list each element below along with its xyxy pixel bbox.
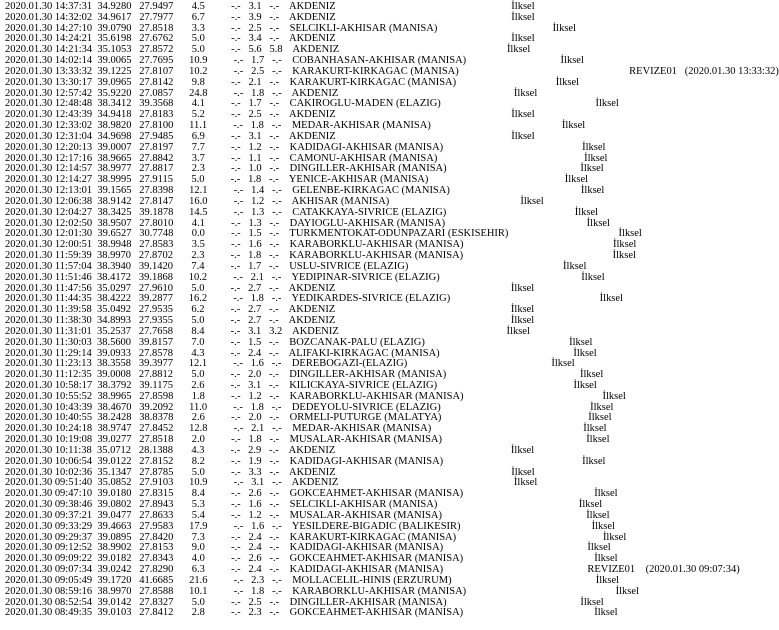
event-row-text: 2020.01.30 11:51:46 38.4172 39.1868 10.2 -.- 2.1 -.- YEDIPINAR-SIVRICE (ELAZIG) İlksel [5,271,605,283]
event-row-text: 2020.01.30 09:47:10 39.0180 27.8315 8.4 -.- 2.6 -.- GOKCEAHMET-AKHISAR (MANISA) İlksel [5,488,618,500]
event-row-text: 2020.01.30 12:31:04 34.9698 27.9485 6.9 -.- 3.1 -.- AKDENIZ İlksel [5,130,535,142]
event-row-text: 2020.01.30 12:02:50 38.9507 27.8010 4.1 -.- 1.3 -.- DAYIOGLU-AKHISAR (MANISA) İlksel [5,217,610,229]
event-row-text: 2020.01.30 12:14:57 38.9977 27.8817 2.3 -.- 1.0 -.- DINGILLER-AKHISAR (MANISA) İlksel [5,163,604,175]
event-row-text: 2020.01.30 11:38:30 34.8993 27.9355 5.0 -.- 2.7 -.- AKDENIZ İlksel [5,315,535,327]
event-row-text: 2020.01.30 10:43:39 38.4670 39.2092 11.0 -.- 1.8 -.- DEDEYOLU-SIVRICE (ELAZIG) İlksel [5,401,614,413]
event-row-text: 2020.01.30 09:38:46 39.0802 27.8943 5.3 -.- 1.6 -.- SELCIKLI-AKHISAR (MANISA) İlksel [5,499,603,511]
event-row-text: 2020.01.30 11:39:58 35.0492 27.9535 6.2 -.- 2.7 -.- AKDENIZ İlksel [5,304,535,316]
event-row-text: 2020.01.30 12:01:30 39.6527 30.7748 0.0 -.- 1.5 -.- TURKMENTOKAT-ODUNPAZARI (ESKISEHIR) İlksel [5,228,642,240]
event-row-text: 2020.01.30 11:59:39 38.9970 27.8702 2.3 -.- 1.8 -.- KARABORKLU-AKHISAR (MANISA) İlksel [5,250,636,262]
event-row-text: 2020.01.30 09:37:21 39.0477 27.8633 5.4 -.- 1.2 -.- MUSALAR-AKHISAR (MANISA) İlksel [5,509,610,521]
event-row-text: 2020.01.30 13:30:17 39.0965 27.8142 9.8 -.- 2.1 -.- KARAKURT-KIRKAGAC (MANISA) İlksel [5,76,580,88]
event-row-text: 2020.01.30 12:20:13 39.0007 27.8197 7.7 -.- 1.2 -.- KADIDAGI-AKHISAR (MANISA) İlksel [5,141,606,153]
event-row-text: 2020.01.30 14:37:31 34.9280 27.9497 4.5 -.- 3.1 -.- AKDENIZ İlksel [5,1,535,12]
event-row-text: 2020.01.30 10:55:52 38.9965 27.8598 1.8 -.- 1.2 -.- KARABORKLU-AKHISAR (MANISA) İlksel [5,390,626,402]
event-row-text: 2020.01.30 11:47:56 35.0297 27.9610 5.0 -.- 2.7 -.- AKDENIZ İlksel [5,282,535,294]
event-row-text: 2020.01.30 12:04:27 38.3425 39.1878 14.5 -.- 1.3 -.- CATAKKAYA-SIVRICE (ELAZIG) İlksel [5,206,599,218]
event-row-text: 2020.01.30 10:02:36 35.1347 27.8785 5.0 -.- 3.3 -.- AKDENIZ İlksel [5,466,535,478]
event-row-text: 2020.01.30 11:12:35 39.0008 27.8812 5.0 -.- 2.0 -.- DINGILLER-AKHISAR (MANISA) İlksel [5,369,604,381]
event-row-text: 2020.01.30 12:06:38 38.9142 27.8147 16.0 -.- 1.2 -.- AKHISAR (MANISA) İlksel [5,195,544,207]
event-row-text: 2020.01.30 12:33:02 38.9820 27.8100 11.1 -.- 1.8 -.- MEDAR-AKHISAR (MANISA) İlksel [5,120,586,132]
event-row-text: 2020.01.30 09:33:29 39.4663 27.9583 17.9 -.- 1.6 -.- YESILDERE-BIGADIC (BALIKESIR) İlksel [5,520,615,532]
event-row-text: 2020.01.30 11:31:01 35.2537 27.7658 8.4 -.- 3.1 3.2 AKDENIZ İlksel [5,325,530,337]
event-row-text: 2020.01.30 08:49:35 39.0103 27.8412 2.8 -.- 2.3 -.- GOKCEAHMET-AKHISAR (MANISA) İlksel [5,607,618,619]
event-row-text: 2020.01.30 11:23:13 38.3558 39.3977 12.1 -.- 1.6 -.- DEREBOGAZI-(ELAZIG) İlksel [5,358,575,370]
event-row-text: 2020.01.30 10:40:55 38.2428 38.8378 2.6 -.- 2.0 -.- ORMELI-PUTURGE (MALATYA) İlksel [5,412,612,424]
event-row-text: 2020.01.30 09:05:49 39.1720 41.6685 21.6 -.- 2.3 -.- MOLLACELIL-HINIS (ERZURUM) İlksel [5,574,620,586]
event-row-text: 2020.01.30 09:51:40 35.0852 27.9103 10.9 -.- 3.1 -.- AKDENIZ İlksel [5,477,538,489]
event-row-text: 2020.01.30 14:21:34 35.1053 27.8572 5.0 -.- 5.6 5.8 AKDENIZ İlksel [5,44,531,56]
event-row-text: 2020.01.30 11:29:14 39.0933 27.8578 4.3 -.- 2.4 -.- ALIFAKI-KIRKAGAC (MANISA) İlksel [5,347,597,359]
event-row-text: 2020.01.30 14:32:02 34.9617 27.7977 6.7 -.- 3.9 -.- AKDENIZ İlksel [5,11,535,23]
event-row-text: 2020.01.30 12:13:01 39.1565 27.8398 12.1 -.- 1.4 -.- GELENBE-KIRKAGAC (MANISA) İlksel [5,185,605,197]
earthquake-listing [5,2,779,619]
event-row [5,608,779,619]
event-row-text: 2020.01.30 12:48:48 38.3412 39.3568 4.1 -.- 1.7 -.- CAKIROGLU-MADEN (ELAZIG) İlksel [5,98,619,110]
event-row-text: 2020.01.30 12:14:27 38.9995 27.9115 5.0 -.- 1.8 -.- YENICE-AKHISAR (MANISA) İlksel [5,174,589,186]
event-row-text: 2020.01.30 09:09:22 39.0182 27.8343 4.0 -.- 2.6 -.- GOKCEAHMET-AKHISAR (MANISA) İlksel [5,553,618,565]
event-row-text: 2020.01.30 11:57:04 38.3940 39.1420 7.4 -.- 1.7 -.- USLU-SIVRICE (ELAZIG) İlksel [5,260,587,272]
event-row-text: 2020.01.30 10:24:18 38.9747 27.8452 12.8 -.- 2.1 -.- MEDAR-AKHISAR (MANISA) İlksel [5,423,607,435]
event-row-text: 2020.01.30 14:02:14 39.0065 27.7695 10.9 -.- 1.7 -.- COBANHASAN-AKHISAR (MANISA) İlksel [5,55,584,67]
event-row-text: 2020.01.30 12:17:16 38.9665 27.8842 3.7 -.- 1.1 -.- CAMONU-AKHISAR (MANISA) İlksel [5,152,608,164]
event-row-text: 2020.01.30 08:59:16 38.9970 27.8588 10.1 -.- 1.8 -.- KARABORKLU-AKHISAR (MANISA) İlksel [5,585,639,597]
event-row-text: 2020.01.30 10:11:38 35.0712 28.1388 4.3 -.- 2.9 -.- AKDENIZ İlksel [5,444,535,456]
event-row-text: 2020.01.30 09:12:52 38.9902 27.8153 9.0 -.- 2.4 -.- KADIDAGI-AKHISAR (MANISA) İlksel [5,542,611,554]
event-row-text: 2020.01.30 14:27:10 39.0790 27.8518 3.3 -.- 2.5 -.- SELCIKLI-AKHISAR (MANISA) İlksel [5,22,576,34]
event-row-text: 2020.01.30 13:33:32 39.1225 27.8107 10.2 -.- 2.5 -.- KARAKURT-KIRKAGAC (MANISA) REVIZE01 (2020.01.30 13:33:32) [5,65,779,77]
event-row-text: 2020.01.30 10:06:54 39.0122 27.8152 8.2 -.- 1.9 -.- KADIDAGI-AKHISAR (MANISA) İlksel [5,455,606,467]
event-row-text: 2020.01.30 12:57:42 35.9220 27.0857 24.8 -.- 1.8 -.- AKDENIZ İlksel [5,87,538,99]
event-row-text: 2020.01.30 12:00:51 38.9948 27.8583 3.5 -.- 1.6 -.- KARABORKLU-AKHISAR (MANISA) İlksel [5,239,637,251]
event-row-text: 2020.01.30 12:43:39 34.9418 27.8183 5.2 -.- 2.5 -.- AKDENIZ İlksel [5,109,535,121]
event-row-text: 2020.01.30 11:44:35 38.4222 39.2877 16.2 -.- 1.8 -.- YEDIKARDES-SIVRICE (ELAZIG) İlksel [5,293,623,305]
event-row-text: 2020.01.30 11:30:03 38.5600 39.8157 7.0 -.- 1.5 -.- BOZCANAK-PALU (ELAZIG) İlksel [5,336,593,348]
event-row-text: 2020.01.30 09:07:34 39.0242 27.8290 6.3 -.- 2.4 -.- KADIDAGI-AKHISAR (MANISA) REVIZE01 (2020.01.30 09:07:34) [5,564,740,576]
event-row-text: 2020.01.30 09:29:37 39.0895 27.8420 7.3 -.- 2.4 -.- KARAKURT-KIRKAGAC (MANISA) İlksel [5,531,627,543]
event-row-text: 2020.01.30 08:52:54 39.0142 27.8327 5.0 -.- 2.5 -.- DINGILLER-AKHISAR (MANISA) İlksel [5,596,604,608]
event-row-text: 2020.01.30 10:58:17 38.3792 39.1175 2.6 -.- 3.1 -.- KILICKAYA-SIVRICE (ELAZIG) İlksel [5,379,597,391]
event-row-text: 2020.01.30 10:19:08 39.0277 27.8518 2.0 -.- 1.8 -.- MUSALAR-AKHISAR (MANISA) İlksel [5,434,610,446]
event-row-text: 2020.01.30 14:24:21 35.6198 27.6762 5.0 -.- 3.4 -.- AKDENIZ İlksel [5,33,535,45]
